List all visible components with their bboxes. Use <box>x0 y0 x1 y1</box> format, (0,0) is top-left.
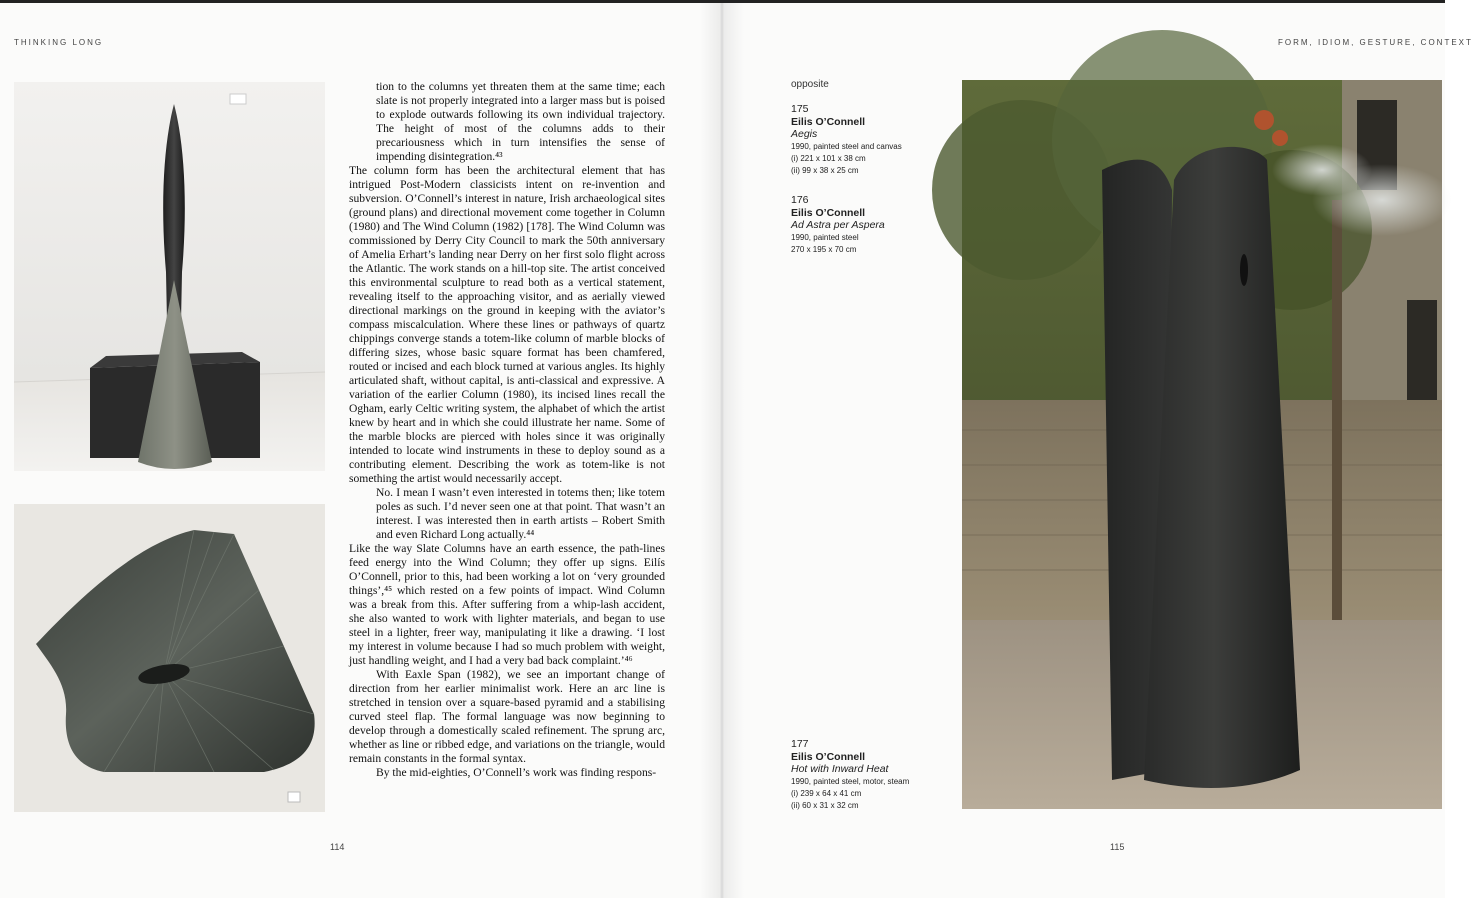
caption-dims: (ii) 60 x 31 x 32 cm <box>791 800 859 810</box>
caption-artist: Eilis O’Connell <box>791 750 866 763</box>
page-number-right: 115 <box>1110 842 1125 852</box>
photo-hot-with-inward-heat <box>962 80 1442 809</box>
paragraph-1: tion to the columns yet threaten them at the same time; each slate is not properly integrated into a larger mass but is poised to explode outwards following its own individual trajectory. The height of most of the columns adds to their precariousness which in turn intensifies the sense of impending disintegration.⁴³ <box>376 80 665 163</box>
caption-meta: 1990, painted steel and canvas <box>791 141 902 151</box>
caption-number: 175 <box>791 103 809 115</box>
caption-dims: 270 x 195 x 70 cm <box>791 244 857 254</box>
page-number-left: 114 <box>330 842 345 852</box>
left-page <box>0 0 722 898</box>
ad-astra-relief-image <box>14 504 325 812</box>
book-gutter <box>700 0 744 898</box>
photo-aegis <box>14 82 325 471</box>
caption-175 <box>791 103 956 177</box>
paragraph-4: Like the way Slate Columns have an earth essence, the path-lines feed energy into the Wind Column; they offer up signs. Eilís O’Connell, prior to this, had been working a lot on ‘very grounded things’,⁴⁵ which rested on a few points of impact. Wind Column was a break from this. After suffering from a whip-lash accident, she also wanted to work with lighter materials, and began to use steel in a lighter, freer way, manipulating it like a drawing. ‘I lost my interest in volume because I had so much problem with weight, just handling weight, and I had a very bad back complaint.’⁴⁶ <box>349 542 665 667</box>
caption-number: 177 <box>791 738 809 750</box>
caption-title: Ad Astra per Aspera <box>791 219 885 231</box>
caption-176 <box>791 194 956 256</box>
caption-number: 176 <box>791 194 809 206</box>
caption-artist: Eilis O’Connell <box>791 206 866 219</box>
caption-meta: 1990, painted steel <box>791 232 859 242</box>
caption-dims: (i) 221 x 101 x 38 cm <box>791 153 866 163</box>
caption-177 <box>791 738 956 812</box>
running-head-left: THINKING LONG <box>14 38 104 47</box>
paragraph-3-quote: No. I mean I wasn’t even interested in totems then; like totem poles as such. I’d never seen one at that point. That wasn’t an interest. I was interested then in earth artists – Robert Smith and even Richard Long actually.⁴⁴ <box>376 486 665 541</box>
paragraph-6: By the mid-eighties, O’Connell’s work was finding respons- <box>376 766 657 779</box>
opposite-label: opposite <box>791 79 829 90</box>
aegis-sculpture-image <box>14 82 325 471</box>
running-head-right: FORM, IDIOM, GESTURE, CONTEXT <box>1278 38 1473 47</box>
caption-title: Hot with Inward Heat <box>791 763 889 775</box>
caption-dims: (ii) 99 x 38 x 25 cm <box>791 165 859 175</box>
paragraph-5: With Eaxle Span (1982), we see an important change of direction from her earlier minimalist work. Here an arc line is stretched in tension over a square-based pyramid and a stabilising curved steel flap. The formal language was now beginning to develop through a domestically scaled refinement. The sprung arc, whether as line or ribbed edge, and variations on the triangle, would remain constants in the formal syntax. <box>349 668 665 765</box>
photo-ad-astra <box>14 504 325 812</box>
paragraph-2: The column form has been the architectural element that has intrigued Post-Modern classicists intent on re-invention and subversion. O’Connell’s interest in nature, Irish archaeological sites (ground plans) and directional movement come together in Column (1980) and The Wind Column (1982) [178]. The Wind Column was commissioned by Derry City Council to mark the 50th anniversary of Amelia Erhart’s landing near Derry on her first solo flight across the Atlantic. The work stands on a hill-top site. The artist conceived this environmental sculpture to read both as a vertical statement, revealing itself to the approaching visitor, and as aerially viewed directional markings on the ground in keeping with the aviator’s compass miscalculation. Where these lines or pathways of quartz chippings converge stands a totem-like column of marble blocks of differing sizes, whose basic square format has been chamfered, routed or incised and each block turned at various angles. Its highly articulated shaft, without capital, is anti-classical and expressive. A variation of the earlier Column (1980), its incised lines recall the Ogham, early Celtic writing system, the alphabet of which the artist knew by heart and in which she could illustrate her name. Some of the marble blocks are pierced with holes since it was originally intended to locate wind instruments in these to deploy sound as a contributing element. Describing the work as totem-like is not something the artist would necessarily accept. <box>349 164 665 485</box>
caption-title: Aegis <box>791 128 818 140</box>
body-text <box>349 80 665 780</box>
caption-dims: (i) 239 x 64 x 41 cm <box>791 788 862 798</box>
caption-artist: Eilis O’Connell <box>791 115 866 128</box>
outdoor-sculpture-image <box>962 80 1442 809</box>
top-edge <box>0 0 1445 3</box>
caption-meta: 1990, painted steel, motor, steam <box>791 776 910 786</box>
